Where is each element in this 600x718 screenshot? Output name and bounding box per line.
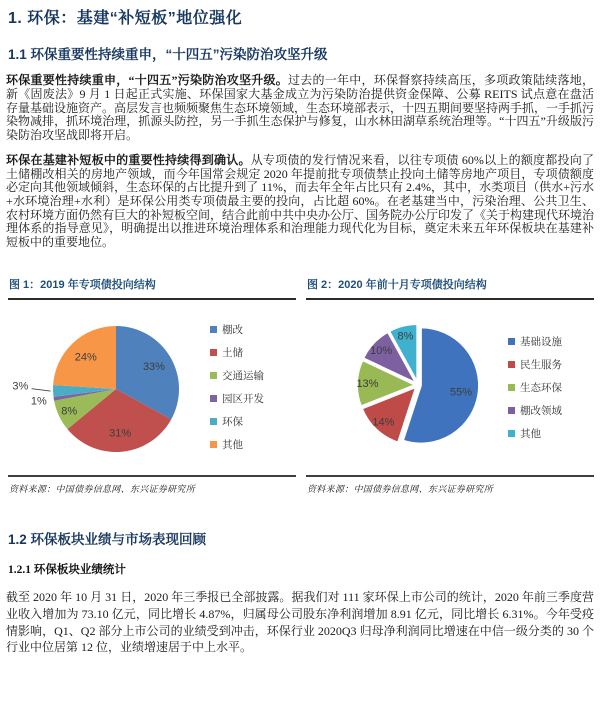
- pie-data-label: 55%: [450, 386, 473, 399]
- legend-label: 土储: [222, 347, 243, 360]
- pie-data-label: 31%: [109, 427, 132, 440]
- legend-label: 民生服务: [520, 358, 562, 371]
- legend-item-其他: [210, 437, 264, 452]
- legend-swatch-icon: [210, 326, 217, 333]
- figure-1-pie-chart: [8, 301, 208, 473]
- pie-data-label: 8%: [61, 405, 78, 418]
- legend-item-园区开发: [210, 391, 264, 406]
- legend-item-棚改领域: [508, 403, 562, 418]
- label-leader-line: [32, 389, 51, 391]
- pie-data-label: 33%: [142, 361, 165, 374]
- section-heading-1-2: 1.2 环保板块业绩与市场表现回顾: [8, 531, 207, 547]
- figure-2-pie-chart: [306, 301, 506, 473]
- paragraph-1-lead: 环保重要性持续重申，“十四五”污染防治攻坚升级。: [6, 73, 288, 88]
- pie-data-label: 13%: [356, 377, 379, 390]
- pie-data-label: 10%: [370, 344, 393, 357]
- legend-label: 环保: [222, 416, 243, 429]
- pie-data-label: 1%: [30, 395, 47, 408]
- legend-item-棚改: [210, 322, 264, 337]
- figure-2-chart-area: [306, 300, 594, 477]
- legend-item-交通运输: [210, 368, 264, 383]
- legend-label: 其他: [520, 427, 541, 440]
- legend-item-土储: [210, 345, 264, 360]
- pie-data-label: 3%: [12, 380, 29, 393]
- legend-label: 基础设施: [520, 335, 562, 348]
- paragraph-3: 截至 2020 年 10 月 31 日，2020 年三季报已全部披露。据我们对 111 家环保上市公司的统计，2020 年前三季度营业收入增加为 73.10 亿元，同比增长 4.87%，归属母公司股东净利润增加 8.91 亿元，同比增长 6.31%。今年受疫情影响，Q1、Q2 部分上市公司的业绩受到冲击，环保行业 2020Q3 归母净利润同比增速在中信一级分类的 30 个行业中位居第 12 位，业绩增速居于中上水平。: [6, 590, 594, 655]
- legend-swatch-icon: [508, 361, 515, 368]
- legend-swatch-icon: [210, 372, 217, 379]
- legend-item-其他: [508, 426, 562, 441]
- legend-label: 交通运输: [222, 370, 264, 383]
- pie-data-label: 8%: [397, 330, 414, 343]
- legend-label: 园区开发: [222, 393, 264, 406]
- legend-item-生态环保: [508, 380, 562, 395]
- figure-1-source-note: 资料来源：中国债券信息网、东兴证券研究所: [9, 483, 196, 494]
- legend-swatch-icon: [508, 384, 515, 391]
- figure-1-legend: [208, 322, 264, 452]
- figure-2-title: 图 2：2020 年前十月专项债投向结构: [306, 277, 594, 300]
- legend-swatch-icon: [508, 430, 515, 437]
- legend-swatch-icon: [210, 349, 217, 356]
- legend-swatch-icon: [210, 441, 217, 448]
- legend-item-基础设施: [508, 334, 562, 349]
- section-heading-1-1: 1.1 环保重要性持续重申，“十四五”污染防治攻坚升级: [8, 46, 328, 62]
- legend-label: 棚改: [222, 324, 243, 337]
- legend-swatch-icon: [210, 395, 217, 402]
- figure-2-source-note: 资料来源：中国债券信息网、东兴证券研究所: [307, 483, 494, 494]
- legend-item-环保: [210, 414, 264, 429]
- paragraph-2-lead: 环保在基建补短板中的重要性持续得到确认。: [6, 152, 251, 167]
- legend-item-民生服务: [508, 357, 562, 372]
- section-heading-1-2-1: 1.2.1 环保板块业绩统计: [8, 564, 126, 577]
- pie-data-label: 24%: [74, 351, 97, 364]
- paragraph-1: [6, 74, 594, 143]
- figure-1-panel: [8, 277, 296, 495]
- pie-data-label: 14%: [372, 416, 395, 429]
- figure-1-title: 图 1：2019 年专项债投向结构: [8, 277, 296, 300]
- legend-label: 生态环保: [520, 381, 562, 394]
- figure-2-panel: [306, 277, 594, 495]
- page-title: 1. 环保：基建“补短板”地位强化: [8, 10, 243, 27]
- legend-label: 棚改领域: [520, 404, 562, 417]
- paragraph-2: [6, 154, 594, 250]
- legend-swatch-icon: [508, 338, 515, 345]
- figure-1-chart-area: [8, 300, 296, 477]
- figures-row: [8, 277, 593, 495]
- paragraph-1-text: 过去的一年中，环保督察持续高压，多项政策陆续落地，新《固废法》9 月 1 日起正式实施、环保国家大基金成立为污染防治提供资金保障、公募 REITS 试点意在盘活存量基础设施资产。高层发言也频频聚焦生态环境领域，生态环境部表示，十四五期间要坚持两手抓，一手抓污染物减排，抓环境治理，抓源头防控，另一手抓生态保护与修复，山水林田湖草系统治理等。“十四五”升级版污染防治攻坚战即将开启。: [6, 73, 595, 143]
- paragraph-2-text: 从专项债的发行情况来看，以往专项债 60%以上的额度都投向了土储棚改相关的房地产领域，而今年国常会规定 2020 年提前批专项债禁止投向土储等房地产项目，专项债额度必定向其他领域倾斜，生态环保的占比提升到了 11%，而去年全年占比只有 2.4%，其中，水类项目（供水+污水+水环境治理+水利）是环保公用类专项债最主要的投向，占比超 60%。在老基建当中，污染治理、公共卫生、农村环境方面仍然有巨大的补短板空间，结合此前中共中央办公厅、国务院办公厅印发了《关于构建现代环境治理体系的指导意见》，明确提出以推进环境治理体系和治理能力现代化为目标，奠定未来五年环保板块在基建补短板中的重要地位。: [6, 152, 595, 250]
- legend-swatch-icon: [508, 407, 515, 414]
- figure-2-legend: [506, 334, 562, 441]
- legend-swatch-icon: [210, 418, 217, 425]
- legend-label: 其他: [222, 439, 243, 452]
